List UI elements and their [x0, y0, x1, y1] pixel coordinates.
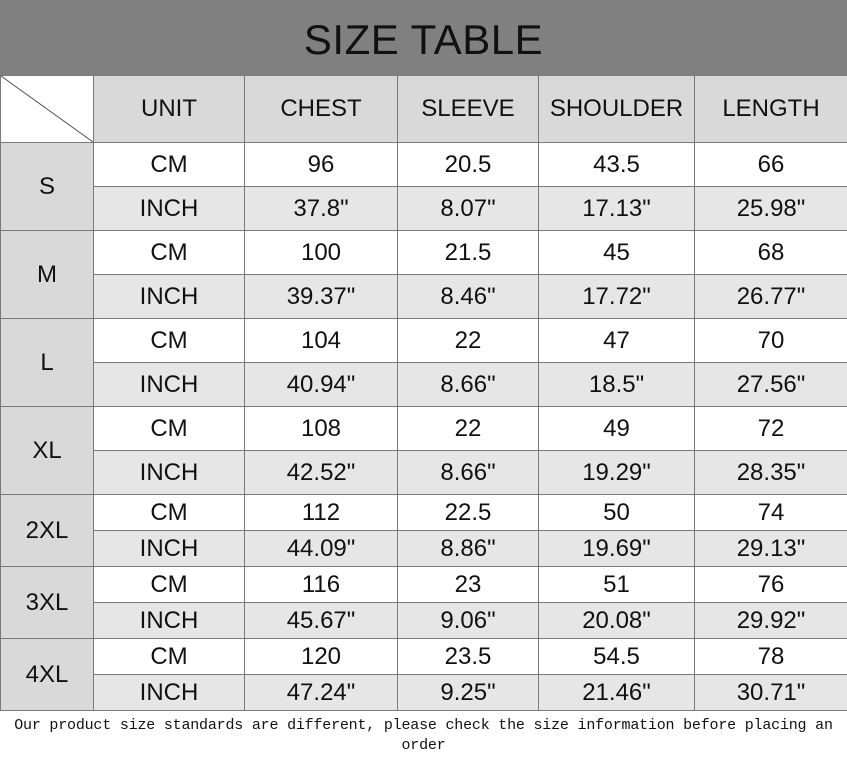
length-cell: 76 — [695, 567, 847, 603]
table-row — [1, 231, 847, 275]
sleeve-cell: 23 — [398, 567, 539, 603]
unit-cell: INCH — [94, 363, 245, 407]
length-cell: 28.35" — [695, 451, 847, 495]
length-cell: 29.92" — [695, 603, 847, 639]
table-row — [1, 363, 847, 407]
table-row — [1, 531, 847, 567]
header-length: LENGTH — [695, 76, 847, 143]
unit-cell: INCH — [94, 531, 245, 567]
shoulder-cell: 18.5" — [539, 363, 695, 407]
length-cell: 70 — [695, 319, 847, 363]
size-label: 2XL — [1, 495, 94, 567]
size-label: M — [1, 231, 94, 319]
unit-cell: CM — [94, 143, 245, 187]
sleeve-cell: 22 — [398, 407, 539, 451]
unit-cell: INCH — [94, 275, 245, 319]
unit-cell: INCH — [94, 675, 245, 711]
sleeve-cell: 9.06" — [398, 603, 539, 639]
length-cell: 30.71" — [695, 675, 847, 711]
table-row — [1, 451, 847, 495]
sleeve-cell: 22 — [398, 319, 539, 363]
length-cell: 72 — [695, 407, 847, 451]
unit-cell: CM — [94, 495, 245, 531]
chest-cell: 39.37" — [245, 275, 398, 319]
sleeve-cell: 21.5 — [398, 231, 539, 275]
shoulder-cell: 19.69" — [539, 531, 695, 567]
size-table — [0, 75, 847, 711]
shoulder-cell: 49 — [539, 407, 695, 451]
chest-cell: 40.94" — [245, 363, 398, 407]
header-unit: UNIT — [94, 76, 245, 143]
length-cell: 29.13" — [695, 531, 847, 567]
length-cell: 78 — [695, 639, 847, 675]
chest-cell: 44.09" — [245, 531, 398, 567]
chest-cell: 37.8" — [245, 187, 398, 231]
header-sleeve: SLEEVE — [398, 76, 539, 143]
shoulder-cell: 54.5 — [539, 639, 695, 675]
page-title: SIZE TABLE — [0, 0, 847, 75]
size-label: 4XL — [1, 639, 94, 711]
unit-cell: INCH — [94, 451, 245, 495]
length-cell: 26.77" — [695, 275, 847, 319]
chest-cell: 120 — [245, 639, 398, 675]
shoulder-cell: 19.29" — [539, 451, 695, 495]
chest-cell: 112 — [245, 495, 398, 531]
size-label: L — [1, 319, 94, 407]
sleeve-cell: 22.5 — [398, 495, 539, 531]
table-row — [1, 603, 847, 639]
chest-cell: 100 — [245, 231, 398, 275]
shoulder-cell: 20.08" — [539, 603, 695, 639]
table-row — [1, 639, 847, 675]
chest-cell: 45.67" — [245, 603, 398, 639]
chest-cell: 96 — [245, 143, 398, 187]
shoulder-cell: 17.13" — [539, 187, 695, 231]
corner-cell — [1, 76, 94, 143]
table-row — [1, 275, 847, 319]
unit-cell: CM — [94, 319, 245, 363]
sleeve-cell: 9.25" — [398, 675, 539, 711]
header-chest: CHEST — [245, 76, 398, 143]
table-row — [1, 143, 847, 187]
size-label: S — [1, 143, 94, 231]
shoulder-cell: 51 — [539, 567, 695, 603]
unit-cell: CM — [94, 407, 245, 451]
length-cell: 66 — [695, 143, 847, 187]
length-cell: 27.56" — [695, 363, 847, 407]
chest-cell: 47.24" — [245, 675, 398, 711]
table-row — [1, 187, 847, 231]
unit-cell: CM — [94, 231, 245, 275]
chest-cell: 108 — [245, 407, 398, 451]
shoulder-cell: 50 — [539, 495, 695, 531]
chest-cell: 42.52" — [245, 451, 398, 495]
shoulder-cell: 45 — [539, 231, 695, 275]
sleeve-cell: 8.66" — [398, 363, 539, 407]
table-row — [1, 567, 847, 603]
header-row — [1, 76, 847, 143]
sleeve-cell: 20.5 — [398, 143, 539, 187]
shoulder-cell: 43.5 — [539, 143, 695, 187]
header-shoulder: SHOULDER — [539, 76, 695, 143]
size-note: Our product size standards are different, please check the size information before placing an order — [14, 717, 833, 754]
length-cell: 68 — [695, 231, 847, 275]
table-row — [1, 495, 847, 531]
unit-cell: INCH — [94, 603, 245, 639]
size-label: 3XL — [1, 567, 94, 639]
length-cell: 74 — [695, 495, 847, 531]
length-cell: 25.98" — [695, 187, 847, 231]
shoulder-cell: 17.72" — [539, 275, 695, 319]
shoulder-cell: 21.46" — [539, 675, 695, 711]
diagonal-divider-icon — [1, 76, 93, 142]
shoulder-cell: 47 — [539, 319, 695, 363]
unit-cell: INCH — [94, 187, 245, 231]
table-row — [1, 675, 847, 711]
table-row — [1, 319, 847, 363]
chest-cell: 116 — [245, 567, 398, 603]
sleeve-cell: 8.66" — [398, 451, 539, 495]
table-row — [1, 407, 847, 451]
sleeve-cell: 8.86" — [398, 531, 539, 567]
unit-cell: CM — [94, 639, 245, 675]
size-label: XL — [1, 407, 94, 495]
sleeve-cell: 8.07" — [398, 187, 539, 231]
sleeve-cell: 8.46" — [398, 275, 539, 319]
sleeve-cell: 23.5 — [398, 639, 539, 675]
chest-cell: 104 — [245, 319, 398, 363]
unit-cell: CM — [94, 567, 245, 603]
